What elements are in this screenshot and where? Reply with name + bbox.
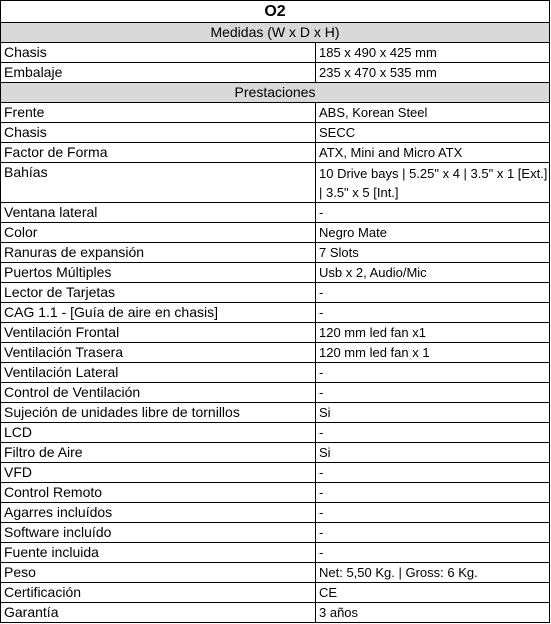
- spec-label: Puertos Múltiples: [1, 263, 316, 283]
- spec-value: -: [316, 363, 550, 383]
- spec-value: 10 Drive bays | 5.25" x 4 | 3.5" x 1 [Ext.] | 3.5" x 5 [Int.]: [316, 163, 550, 203]
- spec-value: Net: 5,50 Kg. | Gross: 6 Kg.: [316, 563, 550, 583]
- spec-label: LCD: [1, 423, 316, 443]
- spec-label: Chasis: [1, 123, 316, 143]
- section-header-features: Prestaciones: [1, 83, 550, 103]
- table-row: [1, 383, 550, 403]
- spec-value: Si: [316, 403, 550, 423]
- spec-label: Bahías: [1, 163, 316, 203]
- spec-value: Negro Mate: [316, 223, 550, 243]
- spec-label: Certificación: [1, 583, 316, 603]
- title-row: [1, 1, 550, 23]
- spec-label: Color: [1, 223, 316, 243]
- spec-label: CAG 1.1 - [Guía de aire en chasis]: [1, 303, 316, 323]
- spec-value: 7 Slots: [316, 243, 550, 263]
- spec-label: Garantía: [1, 603, 316, 623]
- section-header-dimensions: Medidas (W x D x H): [1, 23, 550, 43]
- table-row: [1, 283, 550, 303]
- spec-value: -: [316, 463, 550, 483]
- spec-label: VFD: [1, 463, 316, 483]
- table-row: [1, 303, 550, 323]
- table-row: [1, 263, 550, 283]
- spec-value: SECC: [316, 123, 550, 143]
- spec-value: -: [316, 483, 550, 503]
- table-row: [1, 163, 550, 203]
- spec-value: -: [316, 543, 550, 563]
- table-row: [1, 583, 550, 603]
- table-row: [1, 43, 550, 63]
- section-row-features: [1, 83, 550, 103]
- spec-value: 185 x 490 x 425 mm: [316, 43, 550, 63]
- table-row: [1, 483, 550, 503]
- table-row: [1, 403, 550, 423]
- spec-value: -: [316, 203, 550, 223]
- spec-label: Ventana lateral: [1, 203, 316, 223]
- spec-value: 235 x 470 x 535 mm: [316, 63, 550, 83]
- product-title: O2: [1, 1, 550, 23]
- spec-value: Usb x 2, Audio/Mic: [316, 263, 550, 283]
- spec-value: ATX, Mini and Micro ATX: [316, 143, 550, 163]
- table-row: [1, 423, 550, 443]
- spec-table-body: [1, 1, 550, 623]
- table-row: [1, 223, 550, 243]
- table-row: [1, 343, 550, 363]
- spec-label: Sujeción de unidades libre de tornillos: [1, 403, 316, 423]
- spec-value: 120 mm led fan x1: [316, 323, 550, 343]
- spec-label: Frente: [1, 103, 316, 123]
- spec-label: Control de Ventilación: [1, 383, 316, 403]
- spec-label: Agarres incluídos: [1, 503, 316, 523]
- spec-label: Ventilación Trasera: [1, 343, 316, 363]
- spec-label: Chasis: [1, 43, 316, 63]
- spec-label: Peso: [1, 563, 316, 583]
- table-row: [1, 363, 550, 383]
- spec-value: -: [316, 503, 550, 523]
- spec-value: CE: [316, 583, 550, 603]
- table-row: [1, 463, 550, 483]
- table-row: [1, 123, 550, 143]
- spec-value: -: [316, 283, 550, 303]
- spec-label: Embalaje: [1, 63, 316, 83]
- spec-label: Filtro de Aire: [1, 443, 316, 463]
- spec-label: Factor de Forma: [1, 143, 316, 163]
- spec-value: ABS, Korean Steel: [316, 103, 550, 123]
- spec-value: -: [316, 523, 550, 543]
- spec-label: Software incluído: [1, 523, 316, 543]
- spec-value: 3 años: [316, 603, 550, 623]
- table-row: [1, 143, 550, 163]
- table-row: [1, 203, 550, 223]
- table-row: [1, 563, 550, 583]
- table-row: [1, 523, 550, 543]
- table-row: [1, 603, 550, 623]
- spec-value: -: [316, 303, 550, 323]
- spec-label: Control Remoto: [1, 483, 316, 503]
- spec-value: Si: [316, 443, 550, 463]
- spec-value: 120 mm led fan x 1: [316, 343, 550, 363]
- spec-value: -: [316, 423, 550, 443]
- spec-label: Ventilación Lateral: [1, 363, 316, 383]
- table-row: [1, 103, 550, 123]
- table-row: [1, 243, 550, 263]
- section-row-dimensions: [1, 23, 550, 43]
- table-row: [1, 443, 550, 463]
- table-row: [1, 543, 550, 563]
- table-row: [1, 63, 550, 83]
- table-row: [1, 503, 550, 523]
- spec-label: Lector de Tarjetas: [1, 283, 316, 303]
- spec-label: Ranuras de expansión: [1, 243, 316, 263]
- spec-label: Ventilación Frontal: [1, 323, 316, 343]
- table-row: [1, 323, 550, 343]
- spec-label: Fuente incluida: [1, 543, 316, 563]
- spec-value: -: [316, 383, 550, 403]
